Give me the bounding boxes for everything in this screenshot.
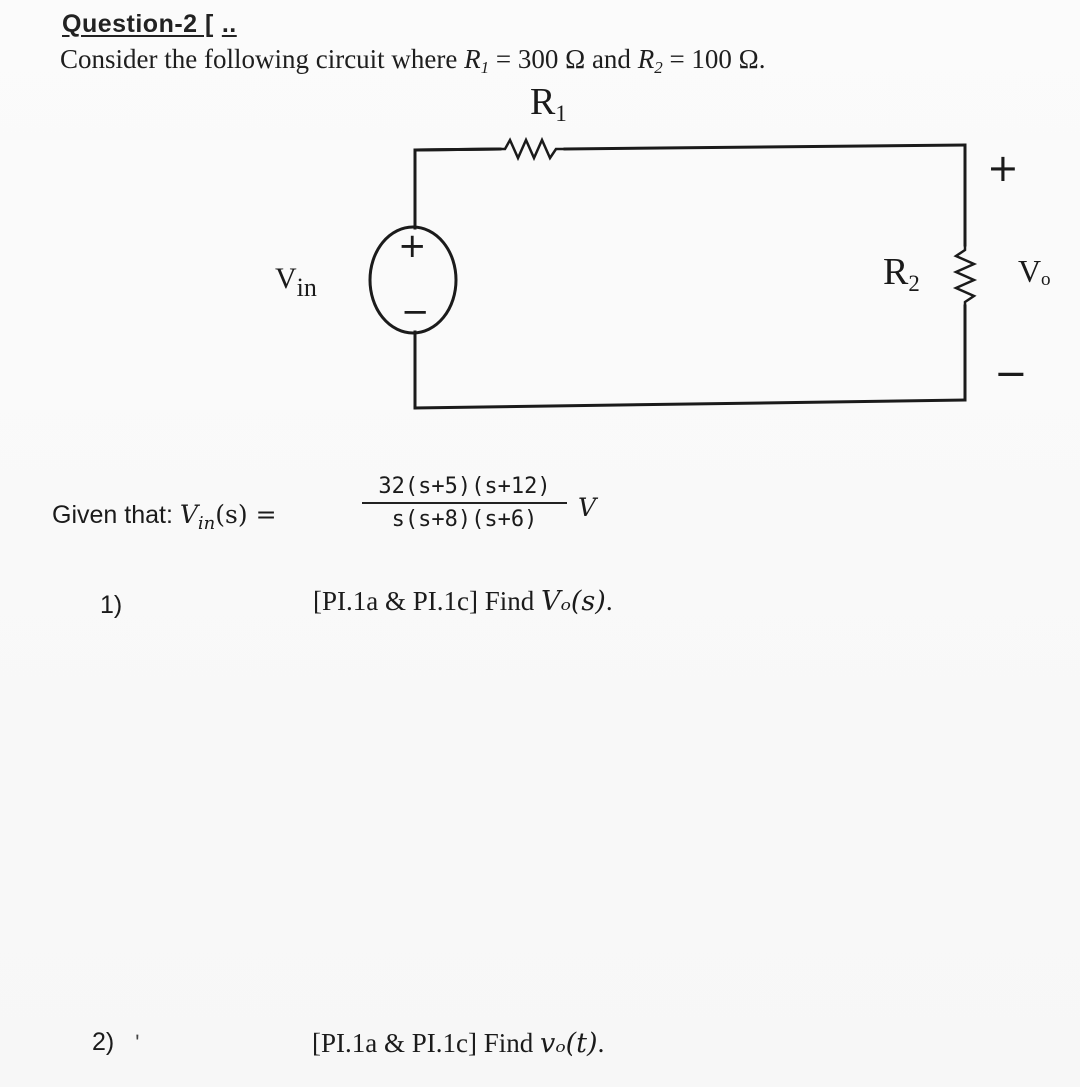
wire-top-left-line	[415, 149, 500, 150]
r1-symbol: $R_1$	[464, 44, 490, 77]
r1-label: $R_1$	[530, 81, 567, 126]
wire-bottom	[415, 400, 965, 408]
intro-text: Consider the following circuit where	[60, 44, 458, 74]
item-2-number: 2) ʹ	[92, 1028, 140, 1056]
item-1-task	[313, 586, 613, 617]
fraction-numerator: 32(s+5)(s+12)	[378, 474, 551, 499]
given-unit: V	[578, 493, 597, 522]
given-fraction	[362, 474, 567, 532]
resistor-r2	[956, 245, 974, 306]
r2-label: $R_2$	[883, 251, 920, 296]
item-2-task-suffix: .	[597, 1028, 605, 1058]
item-1-task-var: Vₒ(s)	[540, 586, 606, 617]
circuit-diagram	[0, 0, 1080, 460]
r2-value: = 100 Ω.	[662, 44, 766, 74]
question-title-marks: ..	[221, 10, 237, 38]
vo-plus-sign: +	[987, 146, 1019, 190]
item-2-task-var: vₒ(t)	[539, 1028, 598, 1059]
item-1-number: 1)	[100, 591, 123, 619]
item-2-task	[312, 1028, 604, 1059]
r2-symbol: $R_2$	[637, 44, 663, 77]
given-statement	[52, 500, 277, 534]
given-lhs-arg: (s) =	[215, 500, 277, 529]
question-title-text: Question-2 [	[62, 10, 214, 38]
wire-top-right	[565, 145, 965, 149]
r1-value: = 300 Ω and	[489, 44, 638, 74]
item-2-task-text: [PI.1a & PI.1c] Find	[312, 1028, 540, 1058]
fraction-denominator: s(s+8)(s+6)	[391, 507, 538, 532]
vo-minus-sign: −	[994, 351, 1028, 397]
source-plus-sign: +	[398, 226, 427, 266]
vin-label: $V_{in}$	[275, 262, 317, 302]
vo-label: Vₒ	[1018, 253, 1051, 289]
resistor-r1	[500, 140, 565, 158]
item-1-task-suffix: .	[605, 586, 613, 616]
item-1-task-text: [PI.1a & PI.1c] Find	[313, 586, 541, 616]
source-minus-sign: −	[401, 292, 430, 332]
given-prefix: Given that:	[52, 501, 180, 529]
vin-symbol: $V_{in}$	[179, 500, 216, 534]
item-2-marks: ʹ	[135, 1030, 140, 1055]
